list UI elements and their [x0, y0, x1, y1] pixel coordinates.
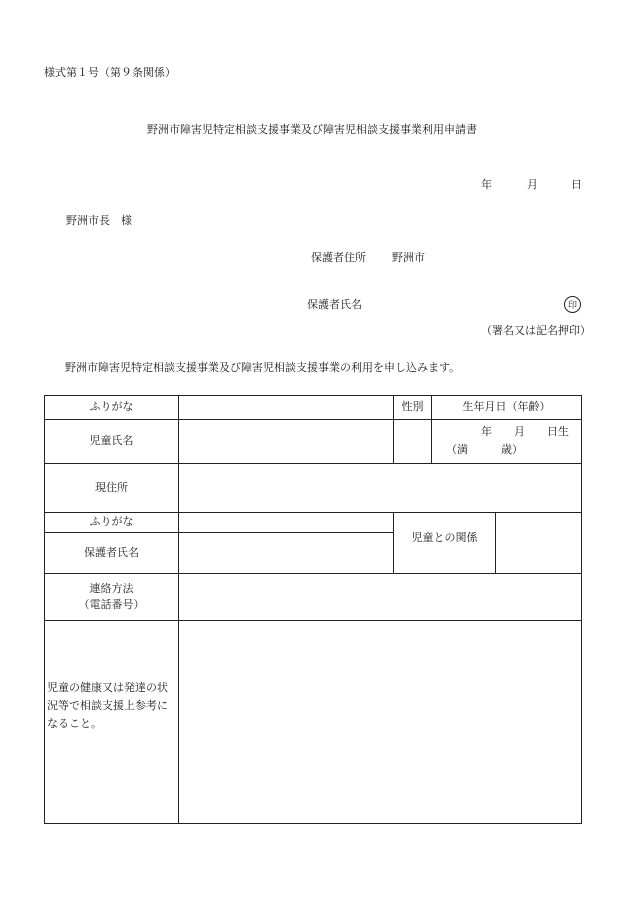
relation-label: 児童との関係 — [411, 530, 478, 544]
age-line: （満 歳） — [446, 443, 523, 456]
guardian-address-value: 野洲市 — [392, 251, 425, 264]
current-address-label: 現住所 — [95, 480, 128, 494]
request-text: 野洲市障害児特定相談支援事業及び障害児相談支援事業の利用を申し込みます。 — [65, 361, 461, 374]
notes-label-line2: 況等で相談支援上参考に — [47, 699, 168, 712]
relation-field[interactable] — [496, 513, 581, 573]
guardian-name-table-label: 保護者氏名 — [84, 545, 139, 559]
guardian-name-field[interactable] — [179, 533, 393, 573]
date-month: 月 — [527, 178, 538, 191]
sex-label: 性別 — [401, 400, 424, 414]
addressee: 野洲市長 様 — [66, 214, 132, 227]
child-name-field[interactable] — [179, 420, 393, 463]
form-number: 様式第１号（第９条関係） — [44, 66, 176, 79]
furigana-label: ふりがな — [89, 400, 134, 414]
contact-label-line2: （電話番号） — [78, 598, 145, 611]
sex-field[interactable] — [394, 420, 431, 463]
notes-label-line1: 児童の健康又は発達の状 — [47, 681, 168, 694]
current-address-field[interactable] — [179, 464, 581, 512]
child-furigana-field[interactable] — [179, 396, 393, 419]
child-name-label: 児童氏名 — [89, 434, 134, 448]
guardian-furigana-label: ふりがな — [89, 515, 134, 529]
contact-label-line1: 連絡方法 — [89, 581, 134, 595]
guardian-name-label: 保護者氏名 — [307, 298, 362, 311]
seal-note: （署名又は記名押印） — [481, 324, 591, 337]
birth-age-label: 生年月日（年齢） — [462, 400, 551, 414]
guardian-furigana-field[interactable] — [179, 513, 393, 532]
contact-field[interactable] — [179, 574, 581, 620]
guardian-address-label: 保護者住所 — [311, 251, 366, 264]
notes-field[interactable] — [179, 621, 581, 823]
notes-label-line3: なること。 — [47, 717, 102, 730]
date-year: 年 — [481, 178, 492, 191]
document-title: 野洲市障害児特定相談支援事業及び障害児相談支援事業利用申請書 — [147, 123, 477, 136]
birth-date-line: 年 月 日生 — [481, 425, 569, 438]
date-day: 日 — [571, 178, 582, 191]
contact-label — [45, 574, 178, 620]
seal-mark: 印 — [564, 296, 581, 313]
